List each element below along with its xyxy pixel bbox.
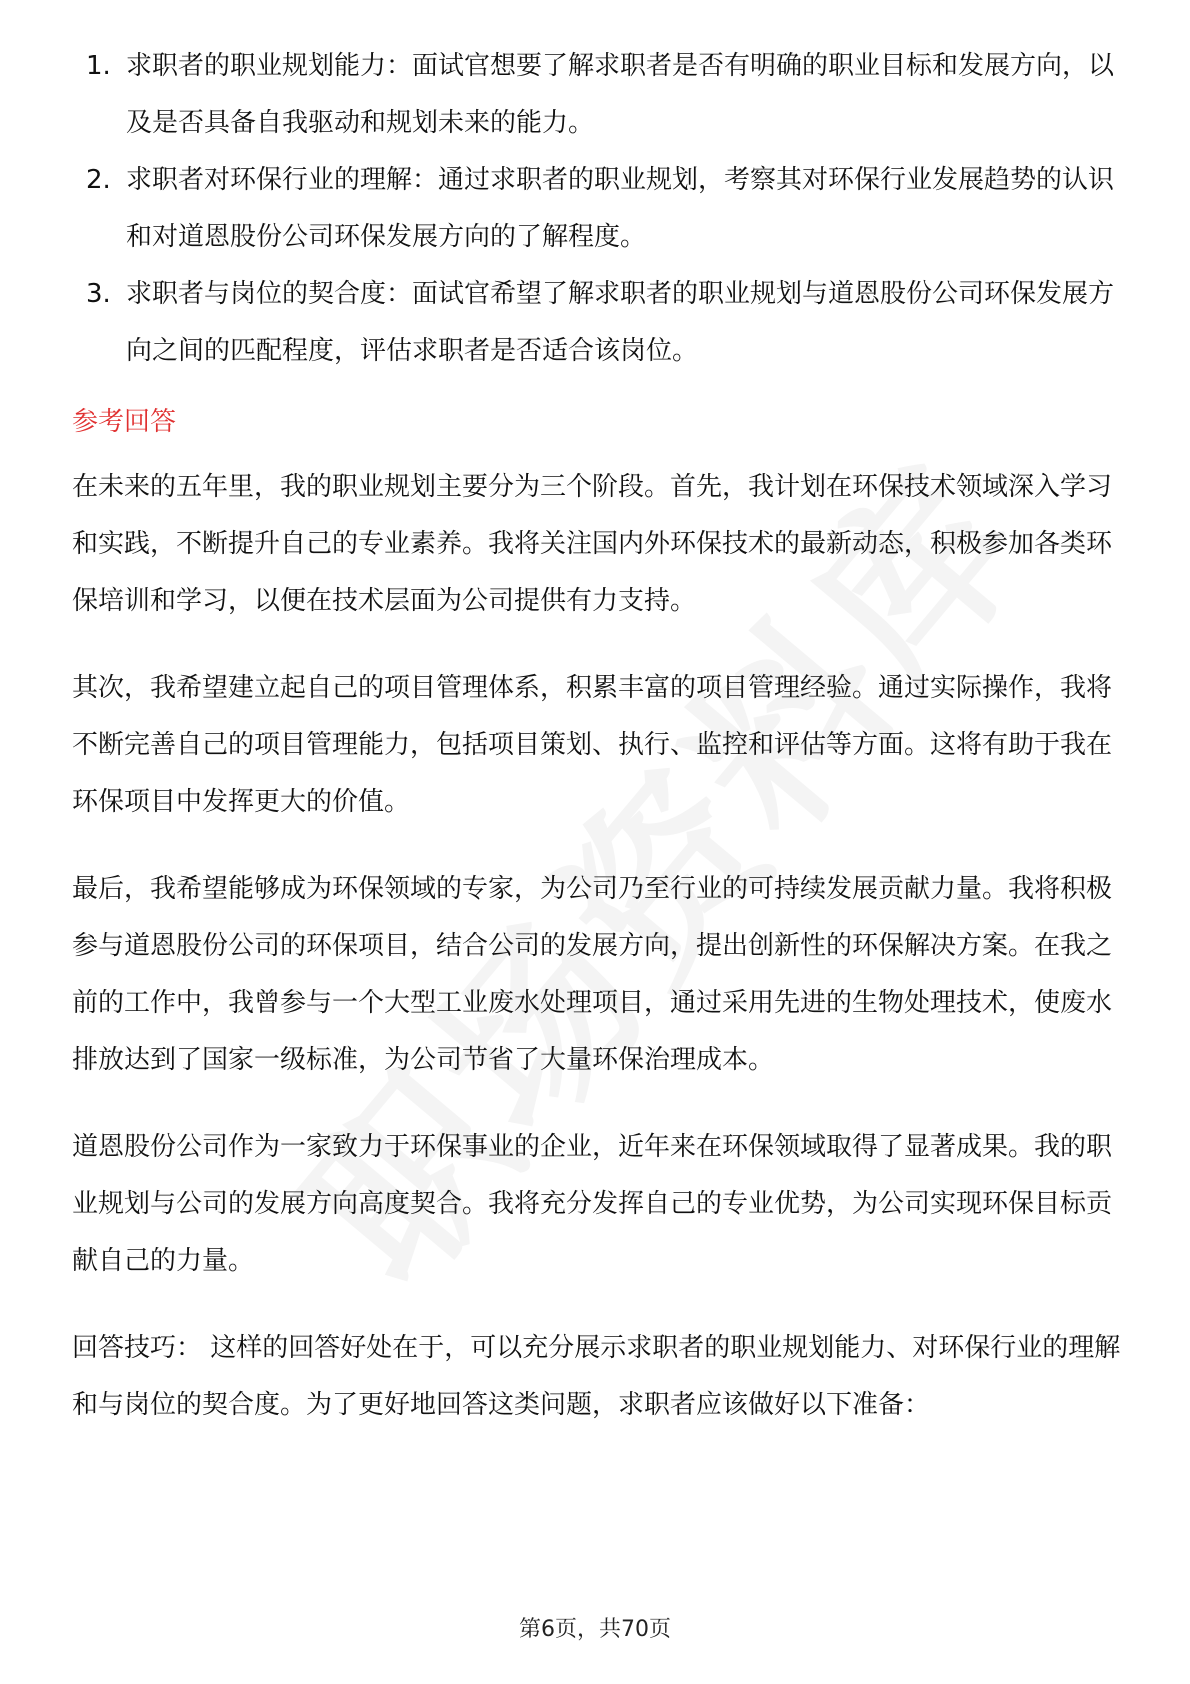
list-item-number: 3. bbox=[86, 279, 111, 309]
list-item-number: 2. bbox=[86, 165, 111, 195]
interview-points-list bbox=[72, 38, 1122, 380]
list-item bbox=[72, 152, 1122, 266]
list-item-number: 1. bbox=[86, 51, 111, 81]
list-item-text: 求职者对环保行业的理解：通过求职者的职业规划，考察其对环保行业发展趋势的认识和对道恩股份公司环保发展方向的了解程度。 bbox=[126, 165, 1115, 252]
page-number-footer: 第6页，共70页 bbox=[519, 1617, 671, 1642]
answer-paragraph: 道恩股份公司作为一家致力于环保事业的企业，近年来在环保领域取得了显著成果。我的职业规划与公司的发展方向高度契合。我将充分发挥自己的专业优势，为公司实现环保目标贡献自己的力量。 bbox=[72, 1132, 1113, 1276]
list-item-text: 求职者的职业规划能力：面试官想要了解求职者是否有明确的职业目标和发展方向，以及是否具备自我驱动和规划未来的能力。 bbox=[126, 51, 1115, 138]
answer-tips-paragraph: 回答技巧： 这样的回答好处在于，可以充分展示求职者的职业规划能力、对环保行业的理解和与岗位的契合度。为了更好地回答这类问题，求职者应该做好以下准备： bbox=[72, 1333, 1121, 1420]
list-item-text: 求职者与岗位的契合度：面试官希望了解求职者的职业规划与道恩股份公司环保发展方向之间的匹配程度，评估求职者是否适合该岗位。 bbox=[126, 279, 1115, 366]
list-item bbox=[72, 266, 1122, 380]
answer-paragraph: 其次，我希望建立起自己的项目管理体系，积累丰富的项目管理经验。通过实际操作，我将不断完善自己的项目管理能力，包括项目策划、执行、监控和评估等方面。这将有助于我在环保项目中发挥更大的价值。 bbox=[72, 673, 1113, 817]
answer-paragraph: 最后，我希望能够成为环保领域的专家，为公司乃至行业的可持续发展贡献力量。我将积极参与道恩股份公司的环保项目，结合公司的发展方向，提出创新性的环保解决方案。在我之前的工作中，我曾参与一个大型工业废水处理项目，通过采用先进的生物处理技术，使废水排放达到了国家一级标准，为公司节省了大量环保治理成本。 bbox=[72, 874, 1113, 1075]
list-item bbox=[72, 38, 1122, 152]
section-title-reference-answer: 参考回答 bbox=[72, 407, 177, 437]
answer-paragraph: 在未来的五年里，我的职业规划主要分为三个阶段。首先，我计划在环保技术领域深入学习和实践，不断提升自己的专业素养。我将关注国内外环保技术的最新动态，积极参加各类环保培训和学习，以便在技术层面为公司提供有力支持。 bbox=[72, 472, 1113, 616]
page-content bbox=[72, 38, 1122, 1464]
